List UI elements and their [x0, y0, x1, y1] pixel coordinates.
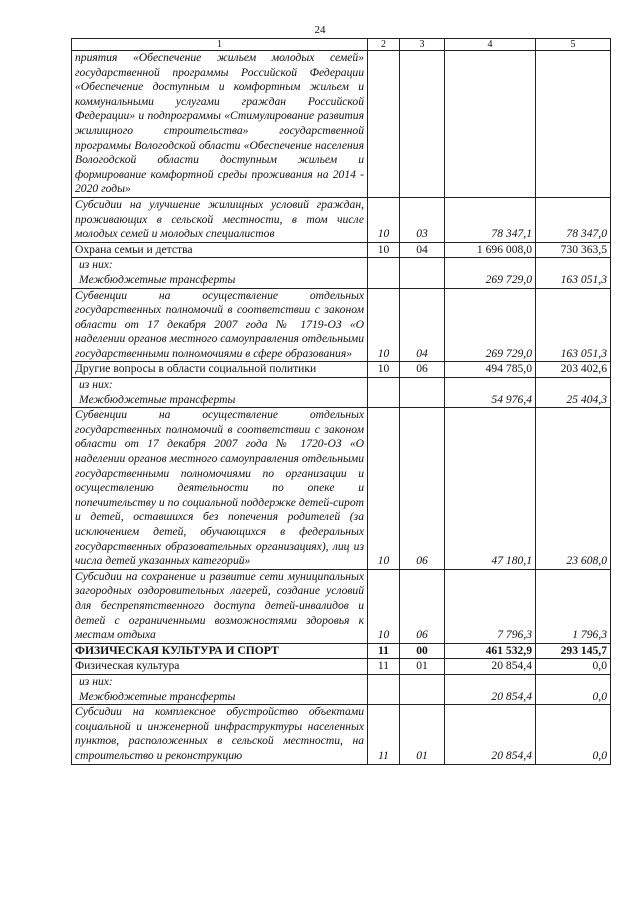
row-name: Межбюджетные трансферты	[79, 392, 236, 406]
planned-amount-cell: 269 729,0	[445, 288, 536, 362]
row-name-cell: Другие вопросы в области социальной политики	[72, 362, 368, 378]
subsection-code-cell: 04	[400, 288, 445, 362]
subsection-code-cell: 00	[400, 643, 445, 659]
subsection-code-cell	[400, 258, 445, 288]
row-note: из них:	[79, 674, 113, 688]
table-row	[72, 705, 611, 764]
section-code-cell: 10	[368, 242, 400, 258]
planned-amount-cell: 7 796,3	[445, 569, 536, 643]
section-code-cell: 10	[368, 288, 400, 362]
executed-amount-cell: 25 404,3	[536, 378, 611, 408]
table-row	[72, 242, 611, 258]
executed-amount-cell: 23 608,0	[536, 408, 611, 570]
row-name-cell: Физическая культура	[72, 659, 368, 675]
planned-amount-cell	[445, 51, 536, 198]
table-row	[72, 258, 611, 288]
table-row	[72, 674, 611, 704]
subsection-code-cell: 06	[400, 569, 445, 643]
planned-amount-cell: 1 696 008,0	[445, 242, 536, 258]
section-code-cell: 10	[368, 408, 400, 570]
table-row	[72, 659, 611, 675]
page-number: 24	[314, 24, 326, 36]
row-name-cell: Субвенции на осуществление отдельных государственных полномочий в соответствии с законом области от 17 декабря 2007 года № 1719-ОЗ «О наделении органов местного самоуправления отдельными государственными полномочиями в сфере образования»	[72, 288, 368, 362]
subsection-code-cell: 01	[400, 705, 445, 764]
planned-amount-cell: 47 180,1	[445, 408, 536, 570]
section-code-cell: 11	[368, 705, 400, 764]
row-name: Межбюджетные трансферты	[79, 272, 236, 286]
row-name-cell: Охрана семьи и детства	[72, 242, 368, 258]
subsection-code-cell: 06	[400, 408, 445, 570]
table-row	[72, 51, 611, 198]
subsection-code-cell: 04	[400, 242, 445, 258]
subsection-code-cell: 01	[400, 659, 445, 675]
table-row	[72, 197, 611, 242]
planned-amount-cell: 461 532,9	[445, 643, 536, 659]
executed-amount-cell: 293 145,7	[536, 643, 611, 659]
column-header: 3	[400, 39, 445, 51]
row-name-cell: Субсидии на улучшение жилищных условий граждан, проживающих в сельской местности, в том числе молодых семей и молодых специалистов	[72, 197, 368, 242]
executed-amount-cell: 163 051,3	[536, 258, 611, 288]
table-row	[72, 378, 611, 408]
row-name: Межбюджетные трансферты	[79, 689, 236, 703]
planned-amount-cell: 20 854,4	[445, 674, 536, 704]
planned-amount-cell: 20 854,4	[445, 705, 536, 764]
section-code-cell: 11	[368, 643, 400, 659]
subsection-code-cell: 03	[400, 197, 445, 242]
column-header: 1	[72, 39, 368, 51]
table-row	[72, 362, 611, 378]
planned-amount-cell: 494 785,0	[445, 362, 536, 378]
column-header: 4	[445, 39, 536, 51]
section-code-cell	[368, 378, 400, 408]
executed-amount-cell: 0,0	[536, 674, 611, 704]
row-name-cell: Субсидии на комплексное обустройство объектами социальной и инженерной инфраструктуры населенных пунктов, расположенных в сельской местности, на строительство и реконструкцию	[72, 705, 368, 764]
table-row	[72, 288, 611, 362]
row-name-cell: приятия «Обеспечение жильем молодых семей» государственной программы Российской Федерации «Обеспечение доступным и комфортным жильем и коммунальными услугами граждан Российской Федерации» и подпрограммы «Стимулирование развития жилищного строительства» государственной программы Вологодской области «Обеспечение населения Вологодской области доступным жильем и формирование комфортной среды проживания на 2014 - 2020 годы»	[72, 51, 368, 198]
section-code-cell	[368, 51, 400, 198]
subsection-code-cell: 06	[400, 362, 445, 378]
section-code-cell: 11	[368, 659, 400, 675]
section-code-cell: 10	[368, 197, 400, 242]
row-name-cell	[72, 258, 368, 288]
row-note: из них:	[79, 258, 113, 272]
table-row	[72, 408, 611, 570]
budget-table	[71, 38, 611, 765]
planned-amount-cell: 269 729,0	[445, 258, 536, 288]
row-name-cell	[72, 378, 368, 408]
section-code-cell	[368, 674, 400, 704]
table-row	[72, 643, 611, 659]
row-name-cell: Субсидии на сохранение и развитие сети муниципальных загородных оздоровительных лагерей, создание условий для беспрепятственного доступа детей-инвалидов и детей с ограниченными возможностями здоровья к местам отдыха	[72, 569, 368, 643]
subsection-code-cell	[400, 674, 445, 704]
subsection-code-cell	[400, 51, 445, 198]
planned-amount-cell: 78 347,1	[445, 197, 536, 242]
row-name-cell: ФИЗИЧЕСКАЯ КУЛЬТУРА И СПОРТ	[72, 643, 368, 659]
executed-amount-cell	[536, 51, 611, 198]
row-note: из них:	[79, 378, 113, 392]
row-name-cell: Субвенции на осуществление отдельных государственных полномочий в соответствии с законом области от 17 декабря 2007 года № 1720-ОЗ «О наделении органов местного самоуправления отдельными государственными полномочиями по организации и осуществлению деятельности по опеке и попечительству и по социальной поддержке детей-сирот и детей, оставшихся без попечения родителей (за исключением детей, обучающихся в федеральных государственных образовательных организациях), лиц из числа детей указанных категорий»	[72, 408, 368, 570]
planned-amount-cell: 54 976,4	[445, 378, 536, 408]
executed-amount-cell: 1 796,3	[536, 569, 611, 643]
planned-amount-cell: 20 854,4	[445, 659, 536, 675]
table-row	[72, 569, 611, 643]
executed-amount-cell: 0,0	[536, 659, 611, 675]
table-body	[72, 51, 611, 765]
row-name-cell	[72, 674, 368, 704]
subsection-code-cell	[400, 378, 445, 408]
column-header: 2	[368, 39, 400, 51]
column-header: 5	[536, 39, 611, 51]
section-code-cell	[368, 258, 400, 288]
executed-amount-cell: 163 051,3	[536, 288, 611, 362]
executed-amount-cell: 0,0	[536, 705, 611, 764]
section-code-cell: 10	[368, 569, 400, 643]
table-header-row	[72, 39, 611, 51]
executed-amount-cell: 78 347,0	[536, 197, 611, 242]
executed-amount-cell: 203 402,6	[536, 362, 611, 378]
executed-amount-cell: 730 363,5	[536, 242, 611, 258]
section-code-cell: 10	[368, 362, 400, 378]
